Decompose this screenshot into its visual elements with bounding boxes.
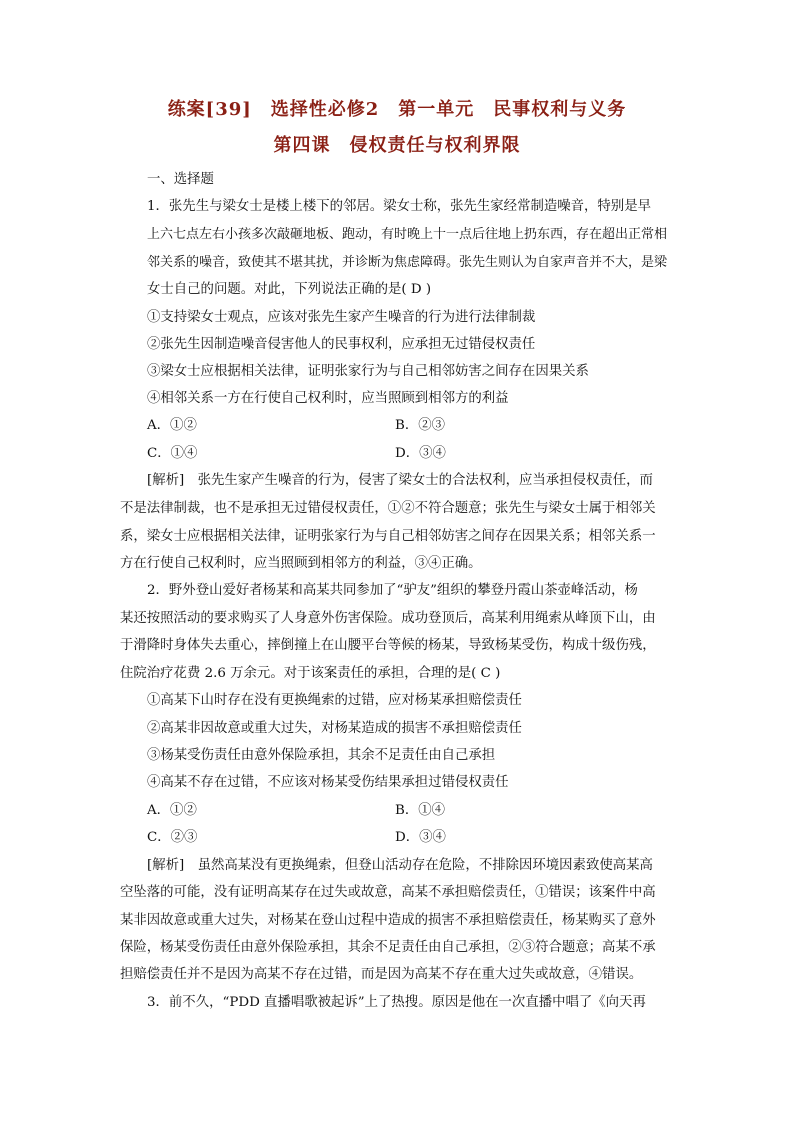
q1-option-a: A．①②: [147, 418, 197, 433]
q2-option-a: A．①②: [147, 803, 197, 818]
q1-statement: ①支持梁女士观点，应该对张先生家产生噪音的行为进行法律制裁: [147, 310, 536, 325]
lesson-title: 第四课 侵权责任与权利界限: [273, 135, 521, 156]
q2-statement: ④高某不存在过错，不应该对杨某受伤结果承担过错侵权责任: [147, 775, 509, 790]
q1-analysis-line: 不是法律制裁，也不是承担无过错侵权责任，①②不符合题意；张先生与梁女士属于相邻关: [120, 501, 656, 516]
q1-analysis-line: 方在行使自己权利时，应当照顾到相邻方的利益，③④正确。: [120, 556, 482, 571]
q2-stem-line: 某还按照活动的要求购买了人身意外伤害保险。成功登顶后，高某利用绳索从峰顶下山，由: [120, 611, 656, 626]
q1-option-d: D．③④: [395, 446, 446, 461]
q2-stem-line: 2．野外登山爱好者杨某和高某共同参加了“驴友”组织的攀登丹霞山茶壶峰活动，杨: [147, 583, 638, 598]
q2-analysis-line: 保险，杨某受伤责任由意外保险承担，其余不足责任由自己承担，②③符合题意；高某不承: [120, 940, 656, 955]
q3-stem-line: 3．前不久，“PDD 直播唱歌被起诉”上了热搜。原因是他在一次直播中唱了《向天再: [147, 995, 646, 1010]
q1-stem-line: 1．张先生与梁女士是楼上楼下的邻居。梁女士称，张先生家经常制造噪音，特别是早: [147, 199, 651, 214]
section-heading: 一、选择题: [147, 172, 214, 187]
q1-statement: ②张先生因制造噪音侵害他人的民事权利，应承担无过错侵权责任: [147, 337, 536, 352]
q2-analysis-line: 某非因故意或重大过失，对杨某在登山过程中造成的损害不承担赔偿责任，杨某购买了意外: [120, 913, 656, 928]
q2-option-b: B．①④: [395, 803, 446, 818]
q1-option-b: B．②③: [395, 418, 446, 433]
q2-statement: ②高某非因故意或重大过失，对杨某造成的损害不承担赔偿责任: [147, 721, 522, 736]
q2-stem-line: 住院治疗花费 2.6 万余元。对于该案责任的承担，合理的是( C ): [120, 666, 501, 681]
page-title: 练案[39] 选择性必修2 第一单元 民事权利与义务: [167, 99, 627, 120]
q1-option-c: C．①④: [147, 446, 198, 461]
q2-option-c: C．②③: [147, 830, 198, 845]
q2-option-d: D．③④: [395, 830, 446, 845]
q1-analysis-line: 系，梁女士应根据相关法律，证明张家行为与自己相邻妨害之间存在因果关系；相邻关系一: [120, 529, 656, 544]
q1-analysis-line: [解析] 张先生家产生噪音的行为，侵害了梁女士的合法权利，应当承担侵权责任，而: [147, 473, 653, 488]
q2-statement: ③杨某受伤责任由意外保险承担，其余不足责任由自己承担: [147, 748, 496, 763]
q1-stem-line: 上六七点左右小孩多次敲砸地板、跑动，有时晚上十一点后往地上扔东西，存在超出正常相: [147, 227, 668, 242]
q1-statement: ④相邻关系一方在行使自己权利时，应当照顾到相邻方的利益: [147, 391, 509, 406]
q1-statement: ③梁女士应根据相关法律，证明张家行为与自己相邻妨害之间存在因果关系: [147, 364, 589, 379]
q2-statement: ①高某下山时存在没有更换绳索的过错，应对杨某承担赔偿责任: [147, 693, 522, 708]
q1-stem-line: 女士自己的问题。对此，下列说法正确的是( D ): [147, 282, 432, 297]
q2-stem-line: 于滑降时身体失去重心，摔倒撞上在山腰平台等候的杨某，导致杨某受伤，构成十级伤残，: [120, 638, 656, 653]
q2-analysis-line: 空坠落的可能，没有证明高某存在过失或故意，高某不承担赔偿责任，①错误；该案件中高: [120, 885, 656, 900]
q2-analysis-line: [解析] 虽然高某没有更换绳索，但登山活动存在危险，不排除因环境因素致使高某高: [147, 858, 653, 873]
q2-analysis-line: 担赔偿责任并不是因为高某不存在过错，而是因为高某不存在重大过失或故意，④错误。: [120, 967, 643, 982]
q1-stem-line: 邻关系的噪音，致使其不堪其扰，并诊断为焦虑障碍。张先生则认为自家声音并不大，是梁: [147, 255, 668, 270]
